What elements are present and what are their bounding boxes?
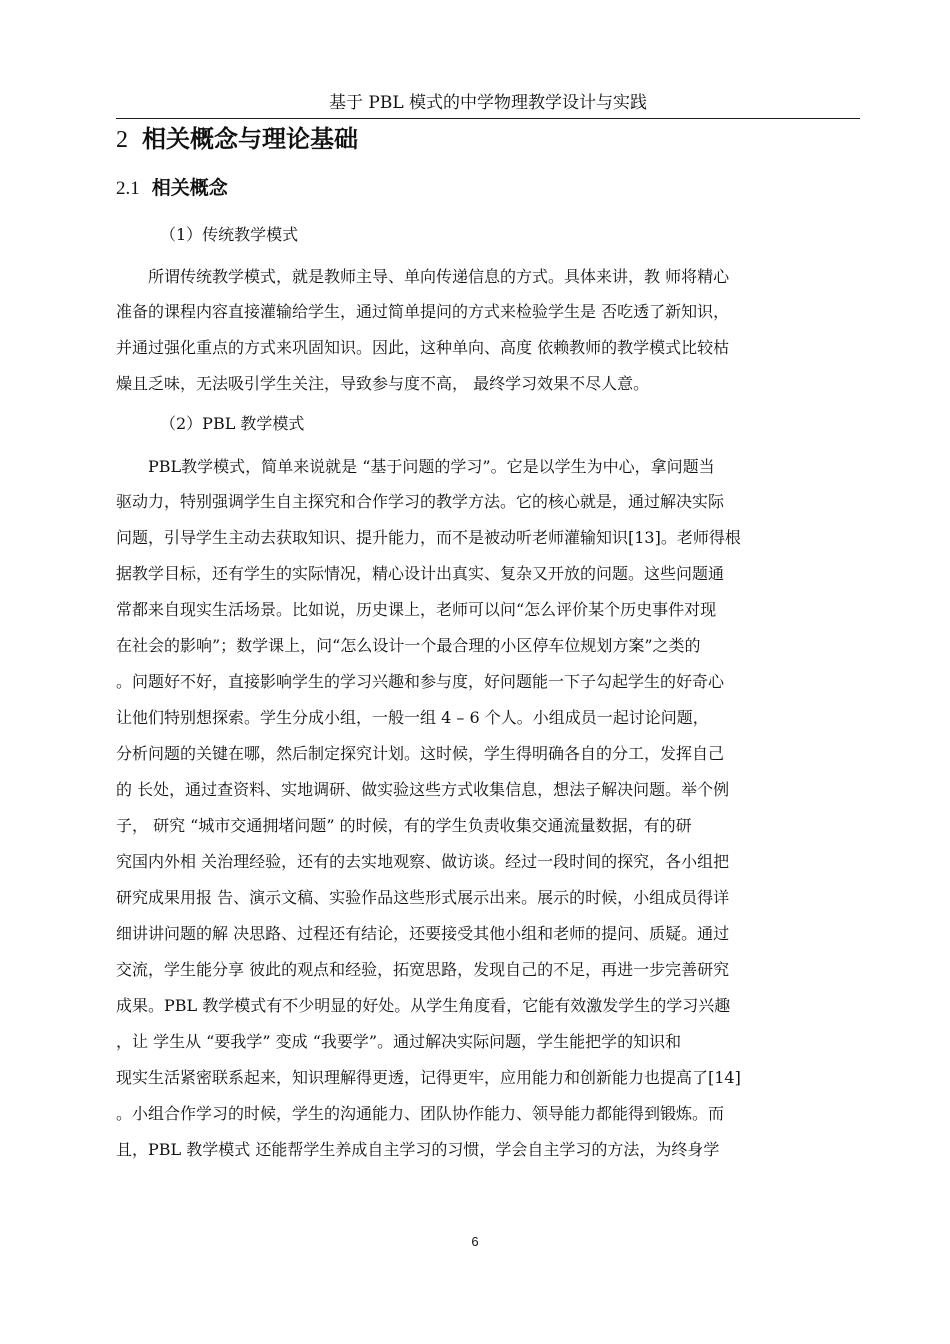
paragraph-line: 据教学目标，还有学生的实际情况，精心设计出真实、复杂又开放的问题。这些问题通 <box>116 564 725 583</box>
paragraph-line: 研究成果用报 告、演示文稿、实验作品这些形式展示出来。展示的时候，小组成员得详 <box>116 888 730 907</box>
paragraph-line: 分析问题的关键在哪，然后制定探究计划。这时候，学生得明确各自的分工，发挥自己 <box>116 744 725 763</box>
paragraph-line: ，让 学生从 “要我学” 变成 “我要学”。通过解决实际问题，学生能把学的知识和 <box>116 1032 682 1051</box>
chapter-number: 2 <box>116 127 128 153</box>
section-number: 2.1 <box>116 178 140 199</box>
paragraph-line: 准备的课程内容直接灌输给学生，通过简单提问的方式来检验学生是 否吃透了新知识， <box>116 302 730 321</box>
subsection-heading-2: （2）PBL 教学模式 <box>160 414 305 433</box>
paragraph-line: 驱动力，特别强调学生自主探究和合作学习的教学方法。它的核心就是，通过解决实际 <box>116 492 725 511</box>
paragraph-line: 燥且乏味，无法吸引学生关注，导致参与度不高， 最终学习效果不尽人意。 <box>116 374 650 393</box>
paragraph-line: 交流，学生能分享 彼此的观点和经验，拓宽思路，发现自己的不足，再进一步完善研究 <box>116 960 730 979</box>
paragraph-line: 的 长处，通过查资料、实地调研、做实验这些方式收集信息，想法子解决问题。举个例 <box>116 780 730 799</box>
chapter-title: 相关概念与理论基础 <box>142 125 358 153</box>
paragraph-line: 。小组合作学习的时候，学生的沟通能力、团队协作能力、领导能力都能得到锻炼。而 <box>116 1104 725 1123</box>
paragraph-line: 且，PBL 教学模式 还能帮学生养成自主学习的习惯，学会自主学习的方法，为终身学 <box>116 1140 720 1159</box>
paragraph-line: PBL教学模式，简单来说就是 “基于问题的学习”。它是以学生为中心，拿问题当 <box>148 457 715 476</box>
section-title: 相关概念 <box>151 177 228 199</box>
paragraph-line: 让他们特别想探索。学生分成小组，一般一组 4 – 6 个人。小组成员一起讨论问题， <box>116 708 709 727</box>
subsection-heading-1: （1）传统教学模式 <box>160 225 299 244</box>
section-heading <box>116 174 228 203</box>
paragraph-line: 子， 研究 “城市交通拥堵问题” 的时候，有的学生负责收集交通流量数据，有的研 <box>116 816 692 835</box>
page-number: 6 <box>471 1234 479 1249</box>
chapter-heading <box>116 122 358 157</box>
header-rule <box>116 118 860 119</box>
paragraph-line: 所谓传统教学模式，就是教师主导、单向传递信息的方式。具体来讲，教 师将精心 <box>148 267 730 286</box>
paragraph-line: 成果。PBL 教学模式有不少明显的好处。从学生角度看，它能有效激发学生的学习兴趣 <box>116 996 731 1015</box>
paragraph-line: 。问题好不好，直接影响学生的学习兴趣和参与度，好问题能一下子勾起学生的好奇心 <box>116 672 725 691</box>
paragraph-line: 问题，引导学生主动去获取知识、提升能力，而不是被动听老师灌输知识[13]。老师得根 <box>116 528 741 547</box>
paragraph-line: 细讲讲问题的解 决思路、过程还有结论，还要接受其他小组和老师的提问、质疑。通过 <box>116 924 730 943</box>
paragraph-line: 现实生活紧密联系起来，知识理解得更透，记得更牢，应用能力和创新能力也提高了[14] <box>116 1068 741 1087</box>
paragraph-line: 在社会的影响”；数学课上，问“怎么设计一个最合理的小区停车位规划方案”之类的 <box>116 636 701 655</box>
paragraph-line: 常都来自现实生活场景。比如说，历史课上，老师可以问“怎么评价某个历史事件对现 <box>116 600 717 619</box>
paragraph-line: 并通过强化重点的方式来巩固知识。因此，这种单向、高度 依赖教师的教学模式比较枯 <box>116 338 730 357</box>
paragraph-line: 究国内外相 关治理经验，还有的去实地观察、做访谈。经过一段时间的探究，各小组把 <box>116 852 730 871</box>
running-header: 基于 PBL 模式的中学物理教学设计与实践 <box>328 93 648 113</box>
